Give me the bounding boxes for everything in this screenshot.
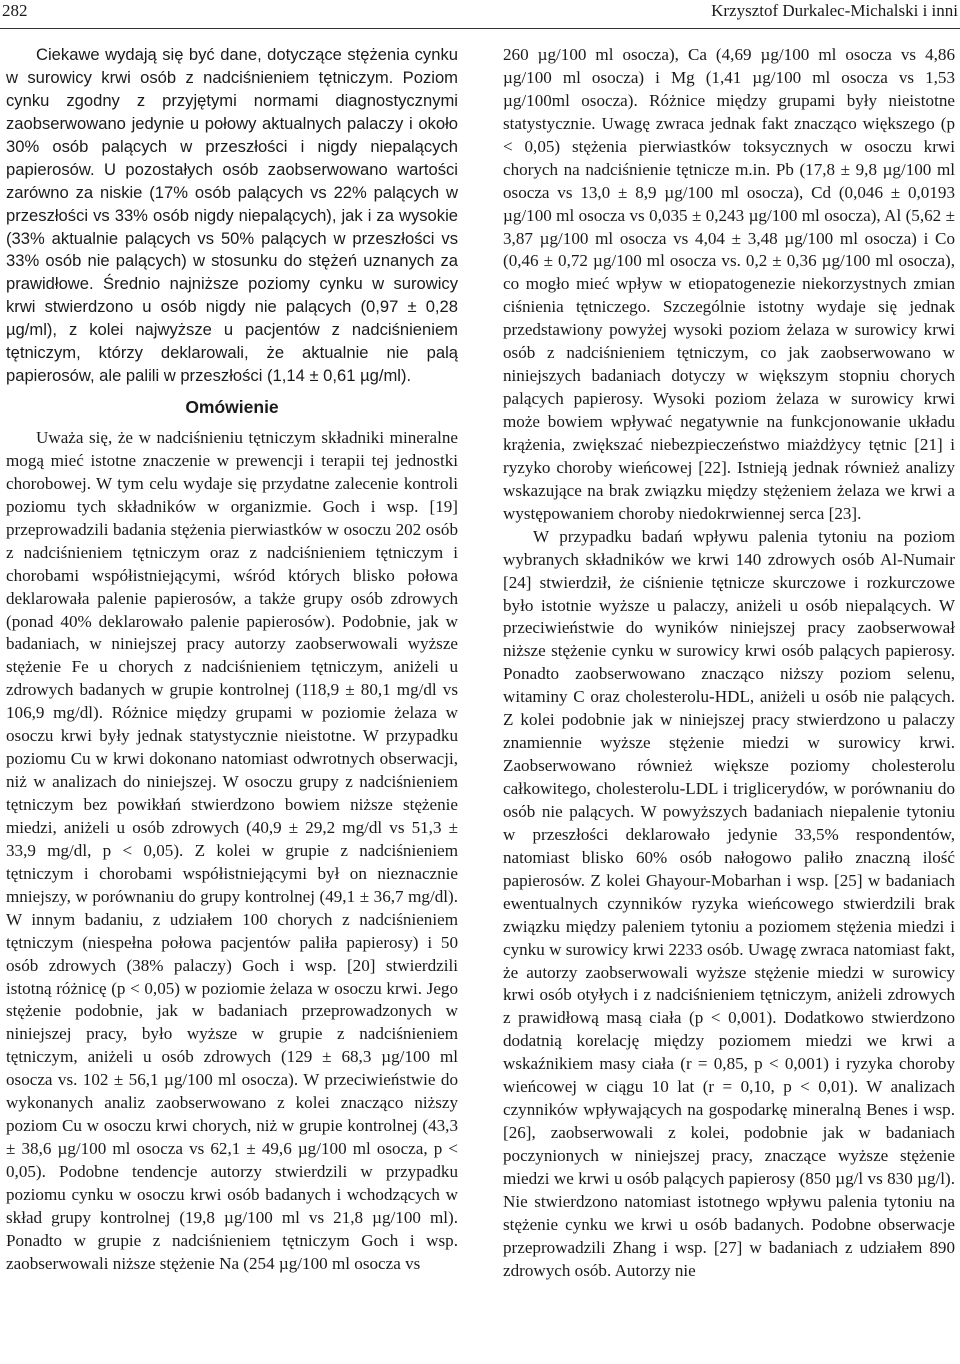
page-number: 282 — [2, 1, 28, 20]
paragraph-discussion-2: 260 µg/100 ml osocza), Ca (4,69 µg/100 ml osocza vs 4,86 µg/100 ml osocza) i Mg (1,41 µg/100 ml osocza vs 1,53 µg/100ml osocza). Różnice między grupami były nieistotne statystycznie. Uwagę zwraca jednak fakt znacząco większego (p < 0,05) stężenia pierwiastków toksycznych w osoczu krwi chorych na nadciśnienie tętnicze m.in. Pb (17,8 ± 9,8 µg/100 ml osocza vs 13,0 ± 8,9 µg/100 ml osocza), Cd (0,046 ± 0,0193 µg/100 ml osocza vs 0,035 ± 0,243 µg/100 ml osocza), Al (5,62 ± 3,87 µg/100 ml osocza vs 4,04 ± 3,48 µg/100 ml osocza) i Co (0,46 ± 0,72 µg/100 ml osocza vs. 0,2 ± 0,36 µg/100 ml osocza), co mogło mieć wpływ w etiopatogenezie niekorzystnych zmian ciśnienia tętniczego. Szczególnie istotny wydaje się jednak przedstawiony powyżej wysoki poziom żelaza w surowicy krwi osób z nadciśnieniem tętniczym, co jak zaobserwowano w niniejszych badaniach dotyczy w większym stopniu chorych palących papierosy. Wysoki poziom żelaza w surowicy krwi może bowiem wpływać negatywnie na funkcjonowanie układu krążenia, zwiększać niebezpieczeństwo miażdżycy tętnic [21] i ryzyko choroby wieńcowej [22]. Istnieją jednak również analizy wskazujące na brak związku między stężeniem żelaza we krwi a występowaniem choroby niedokrwiennej serca [23]. — [503, 45, 955, 523]
running-head: Krzysztof Durkalec-Michalski i inni — [711, 1, 958, 20]
page-header — [0, 0, 960, 29]
paragraph-discussion-3: W przypadku badań wpływu palenia tytoniu na poziom wybranych składników we krwi 140 zdrowych osób Al-Numair [24] stwierdził, że ciśnienie tętnicze skurczowe i rozkurczowe było istotnie wyższe u palaczy, aniżeli u osób niepalących. W przeciwieństwie do wyników niniejszej pracy zaobserwował niższe stężenie cynku w surowicy krwi osób palących papierosy. Ponadto zaobserwowano znacząco niższy poziom selenu, witaminy C oraz cholesterolu-HDL, aniżeli u osób nie palących. Z kolei podobnie jak w niniejszej pracy stwierdzono u palaczy znamiennie wyższe stężenie miedzi w surowicy krwi. Zaobserwowano również większe poziomy cholesterolu całkowitego, cholesterolu-LDL i triglicerydów, w porównaniu do osób nie palących. W powyższych badaniach niepalenie tytoniu w przeszłości deklarowało jedynie 33,5% respondentów, natomiast blisko 60% osób nałogowo paliło znaczną ilość papierosów. Z kolei Ghayour-Mobarhan i wsp. [25] w badaniach ewentualnych czynników ryzyka wieńcowego stwierdzili brak związku między paleniem tytoniu a poziomem stężenia miedzi i cynku w surowicy krwi 2233 osób. Uwagę zwraca natomiast fakt, że autorzy zaobserwowali wyższe stężenie miedzi w surowicy krwi osób otyłych i z nadciśnieniem tętniczym, aniżeli zdrowych z prawidłową masą ciała (p < 0,001). Dodatkowo stwierdzono dodatnią korelację między poziomem miedzi we krwi a wskaźnikiem masy ciała (r = 0,85, p < 0,001) i ryzyka choroby wieńcowej w ciągu 10 lat (r = 0,10, p < 0,01). W analizach czynników wpływających na gospodarkę mineralną Benes i wsp. [26], zaobserwowali z kolei, podobnie jak w badaniach poczynionych w niniejszej pracy, znaczące wyższe stężenie miedzi we krwi u osób palących papierosy (850 µg/l vs 830 µg/l). Nie stwierdzono natomiast istotnego wpływu palenia tytoniu na stężenie cynku we krwi u osób badanych. Podobne obserwacje przeprowadzili Zhang i wsp. [27] w badaniach z udziałem 890 zdrowych osób. Autorzy nie — [503, 526, 955, 1280]
paragraph-discussion-1: Uważa się, że w nadciśnieniu tętniczym składniki mineralne mogą mieć istotne znaczenie w prewencji i terapii tej jednostki chorobowej. W tym celu wydaje się przydatne zalecenie kontroli poziomu tych składników w organizmie. Goch i wsp. [19] przeprowadzili badania stężenia pierwiastków w osoczu 202 osób z nadciśnieniem tętniczym oraz z nadciśnieniem tętniczym i chorobami współistniejącymi, wśród których blisko połowa deklarowała palenie papierosów, a także grupy osób zdrowych (ponad 40% deklarowało palenie papierosów). Podobnie, jak w badaniach, w niniejszej pracy autorzy zaobserwowali wyższe stężenie Fe u chorych z nadciśnieniem tętniczym, aniżeli u zdrowych badanych w grupie kontrolnej (118,9 ± 80,1 mg/dl vs 106,9 mg/dl). Różnice między grupami w poziomie żelaza w osoczu krwi były jednak statystycznie nieistotne. W przypadku poziomu Cu w krwi dokonano natomiast odwrotnych obserwacji, niż w analizach do niniejszej. W osoczu grupy z nadciśnieniem tętniczym bez powikłań stwierdzono bowiem niższe stężenie miedzi, aniżeli u osób zdrowych (40,9 ± 29,2 mg/dl vs 51,3 ± 33,9 mg/dl, p < 0,05). Z kolei w grupie z nadciśnieniem tętniczym i chorobami współistniejącymi był on nieznacznie mniejszy, w porównaniu do grupy kontrolnej (49,1 ± 36,7 mg/dl). W innym badaniu, z udziałem 100 chorych z nadciśnieniem tętniczym (niespełna połowa pacjentów paliła papierosy) i 50 osób zdrowych (38% palaczy) Goch i wsp. [20] stwierdzili istotną różnicę (p < 0,05) w poziomie żelaza w osoczu krwi. Jego stężenie podobnie, jak w badaniach przeprowadzonych w niniejszej pracy, było wyższe w grupie z nadciśnieniem tętniczym, aniżeli u osób zdrowych (129 ± 68,3 µg/100 ml osocza vs. 102 ± 56,1 µg/100 ml osocza). W przeciwieństwie do wykonanych analiz zaobserwowano z kolei znacząco niższy poziom Cu w osoczu krwi chorych, niż w grupie kontrolnej (43,3 ± 38,6 µg/100 ml osocza vs 62,1 ± 49,6 µg/100 ml osocza, p < 0,05). Podobne tendencje autorzy stwierdzili w przypadku poziomu cynku w osoczu krwi osób badanych i wchodzących w skład grupy kontrolnej (19,8 µg/100 ml vs 21,8 µg/100 ml). Ponadto w grupie z nadciśnieniem tętniczym Goch i wsp. zaobserwowali niższe stężenie Na (254 µg/100 ml osocza vs — [6, 428, 458, 1273]
left-column — [6, 44, 458, 1276]
paragraph-zinc-results: Ciekawe wydają się być dane, dotyczące stężenia cynku w surowicy krwi osób z nadciśnieniem tętniczym. Poziom cynku zgodny z przyjętymi normami diagnostycznymi zaobserwowano jedynie u połowy aktualnych palaczy i około 30% osób palących w przeszłości i nigdy niepalących papierosów. U pozostałych osób zaobserwowano wartości zarówno za niskie (17% osób palących vs 22% palących w przeszłości vs 33% osób nigdy niepalących), jak i za wysokie (33% aktualnie palących vs 50% palących w przeszłości vs 33% osób nie palących) w stosunku do stężeń uznanych za prawidłowe. Średnio najniższe poziomy cynku w surowicy krwi stwierdzono u osób nigdy nie palących (0,97 ± 0,28 µg/ml), z kolei najwyższe u pacjentów z nadciśnieniem tętniczym, którzy deklarowali, że aktualnie nie palą papierosów, ale palili w przeszłości (1,14 ± 0,61 µg/ml). — [6, 45, 458, 386]
section-heading: Omówienie — [185, 397, 279, 418]
right-column — [503, 44, 955, 1283]
